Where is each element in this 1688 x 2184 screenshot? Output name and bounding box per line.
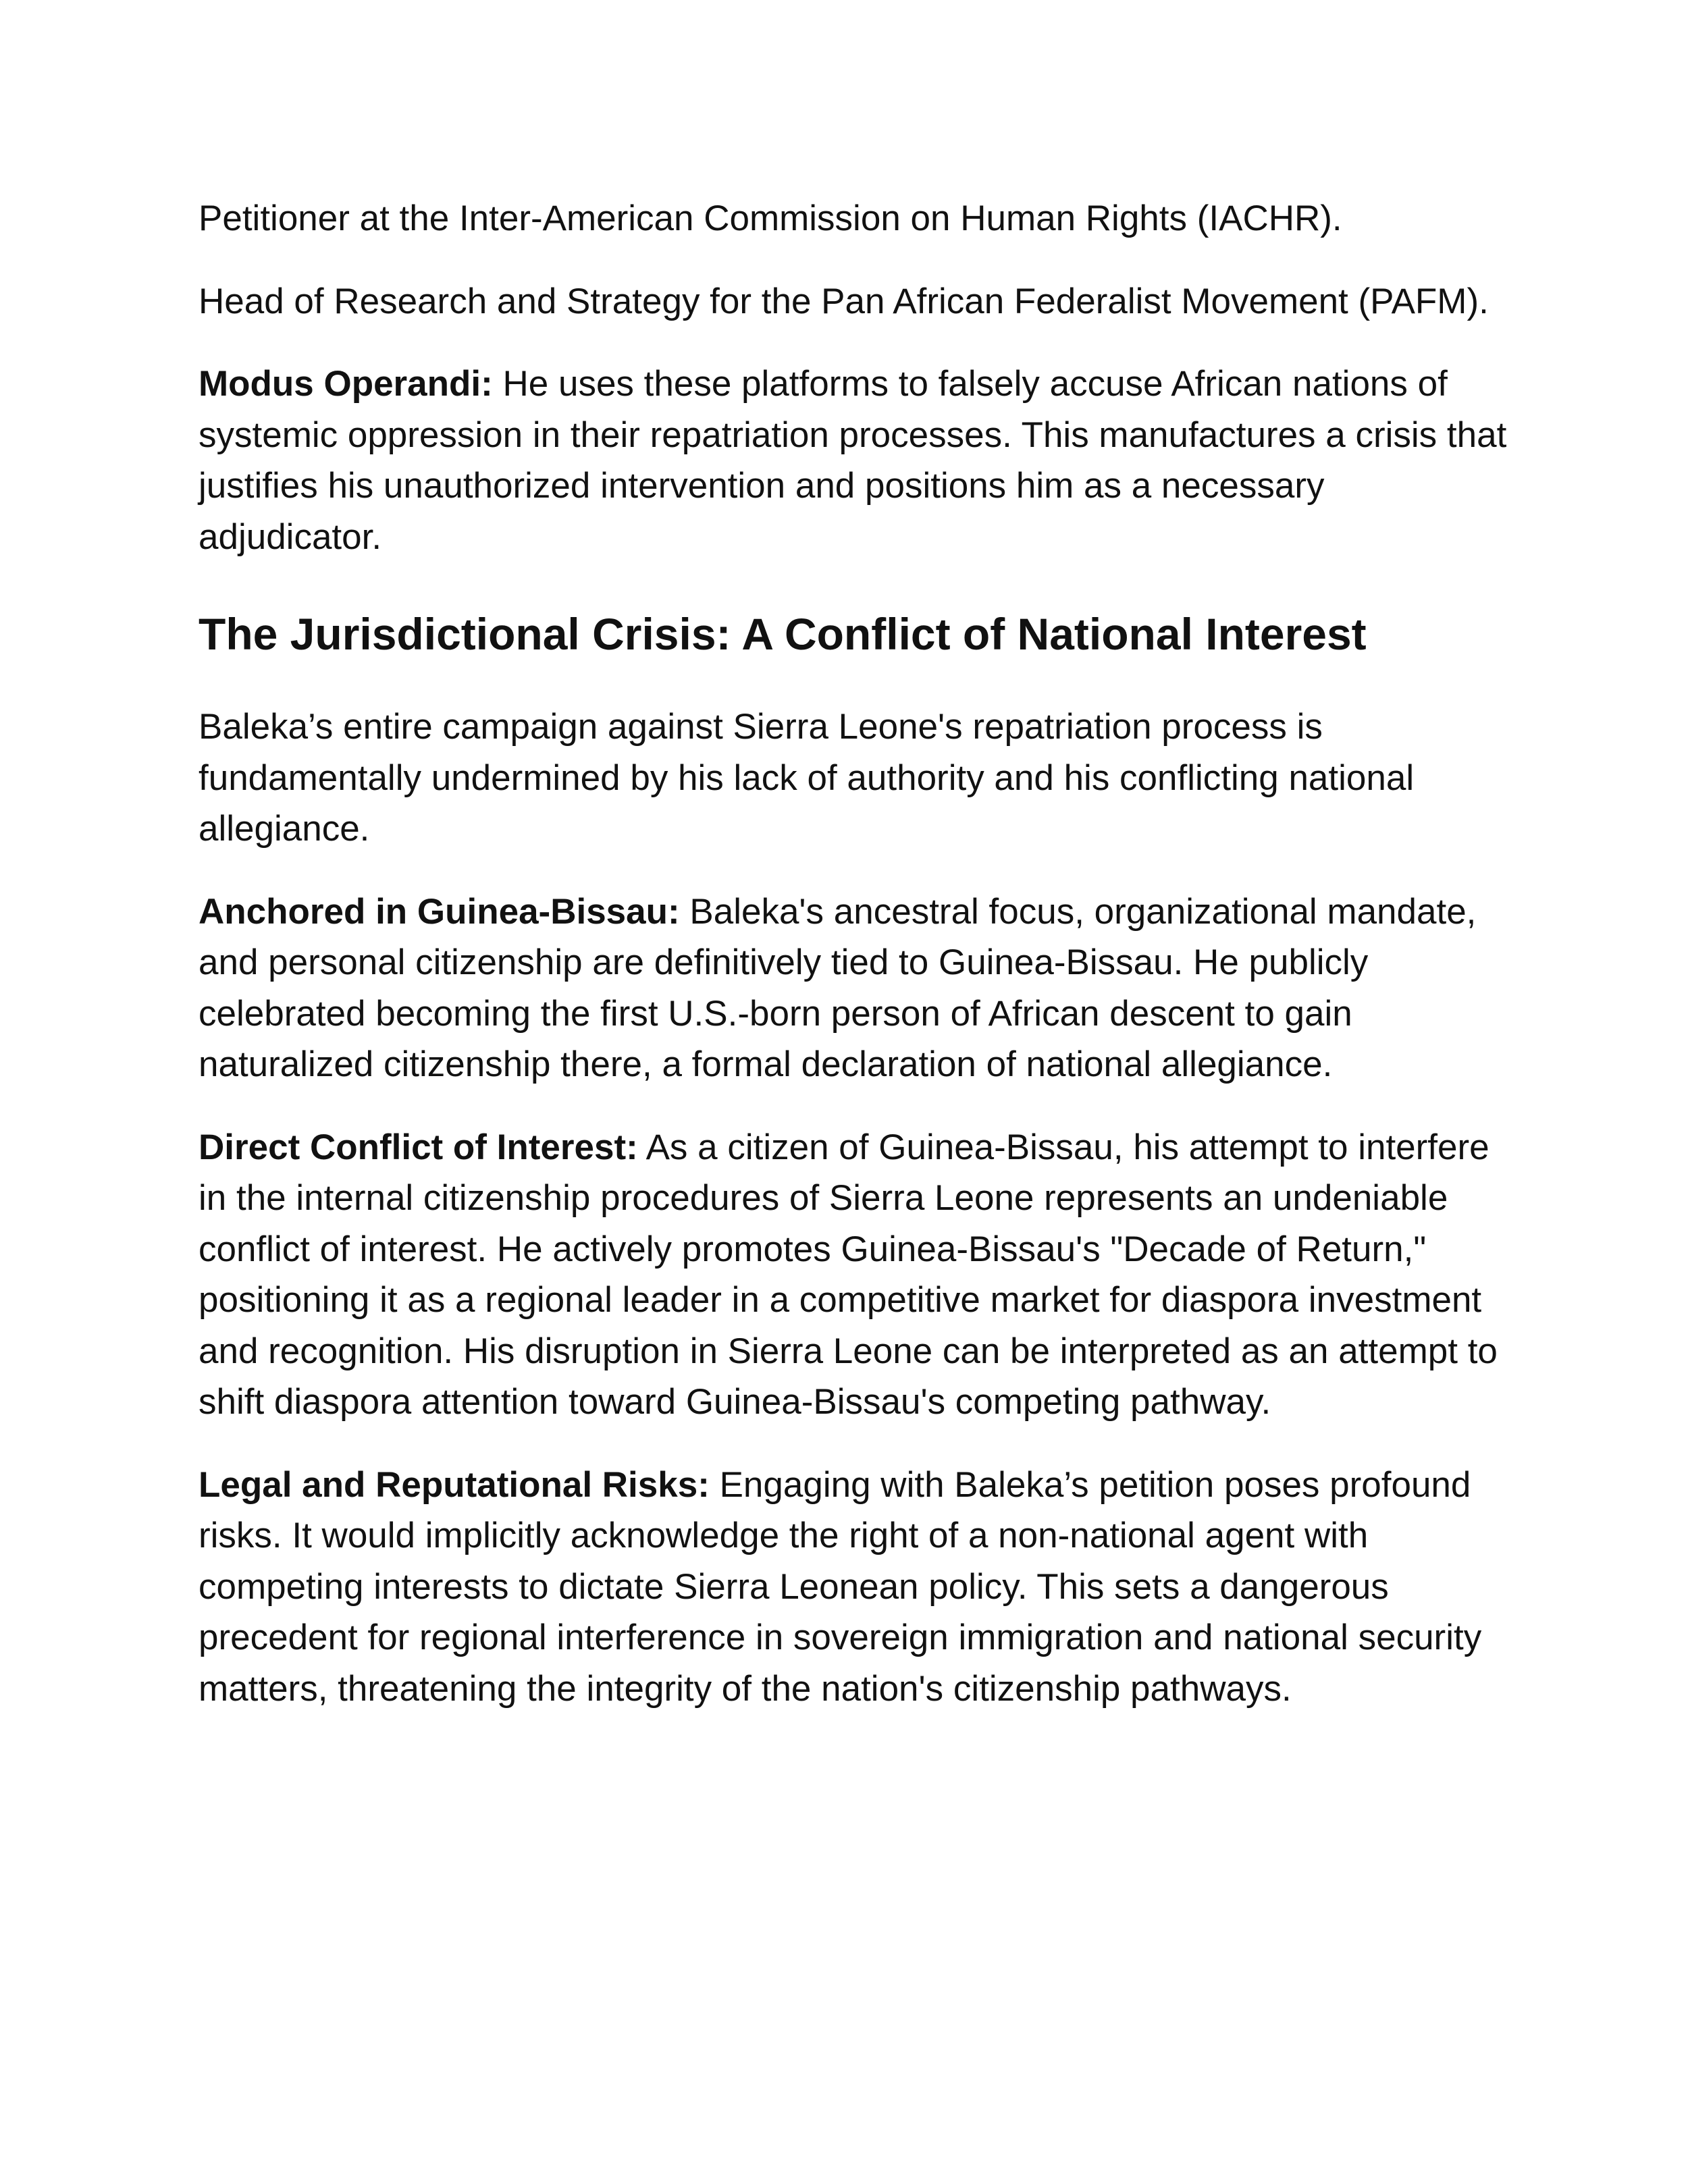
anchored-lead: Anchored in Guinea-Bissau: xyxy=(199,891,680,932)
paragraph-intro: Baleka’s entire campaign against Sierra Leone's repatriation process is fundamentally undermined by his lack of authority and his conflicting national allegiance. xyxy=(199,707,1415,849)
paragraph-head-of-research: Head of Research and Strategy for the Pan African Federalist Movement (PAFM). xyxy=(199,281,1489,321)
paragraph-legal-risks xyxy=(199,1460,1515,1715)
document-body xyxy=(199,193,1515,1714)
paragraph-modus-operandi xyxy=(199,358,1515,562)
risks-text: Engaging with Baleka’s petition poses profound risks. It would implicitly acknowledge the right of a non-national agent with competing interests to dictate Sierra Leonean policy. This sets a dangerous precedent for regional interference in sovereign immigration and national security matters, threatening the integrity of the nation's citizenship pathways. xyxy=(199,1464,1482,1709)
paragraph-conflict-of-interest xyxy=(199,1122,1515,1428)
conflict-text: As a citizen of Guinea-Bissau, his attempt to interfere in the internal citizenship procedures of Sierra Leone represents an undeniable conflict of interest. He actively promotes Guinea-Bissau's "Decade of Return," positioning it as a regional leader in a competitive market for diaspora investment and recognition. His disruption in Sierra Leone can be interpreted as an attempt to shift diaspora attention toward Guinea-Bissau's competing pathway. xyxy=(199,1127,1498,1422)
modus-operandi-lead: Modus Operandi: xyxy=(199,364,493,404)
paragraph-petitioner: Petitioner at the Inter-American Commission on Human Rights (IACHR). xyxy=(199,198,1342,238)
risks-lead: Legal and Reputational Risks: xyxy=(199,1464,710,1505)
anchored-text: Baleka's ancestral focus, organizational mandate, and personal citizenship are definitively tied to Guinea-Bissau. He publicly celebrated becoming the first U.S.-born person of African descent to gain naturalized citizenship there, a formal declaration of national allegiance. xyxy=(199,891,1477,1084)
section-heading: The Jurisdictional Crisis: A Conflict of National Interest xyxy=(199,609,1367,659)
paragraph-anchored xyxy=(199,886,1515,1090)
conflict-lead: Direct Conflict of Interest: xyxy=(199,1127,638,1167)
modus-operandi-text: He uses these platforms to falsely accuse African nations of systemic oppression in their repatriation processes. This manufactures a crisis that justifies his unauthorized intervention and positions him as a necessary adjudicator. xyxy=(199,364,1507,557)
